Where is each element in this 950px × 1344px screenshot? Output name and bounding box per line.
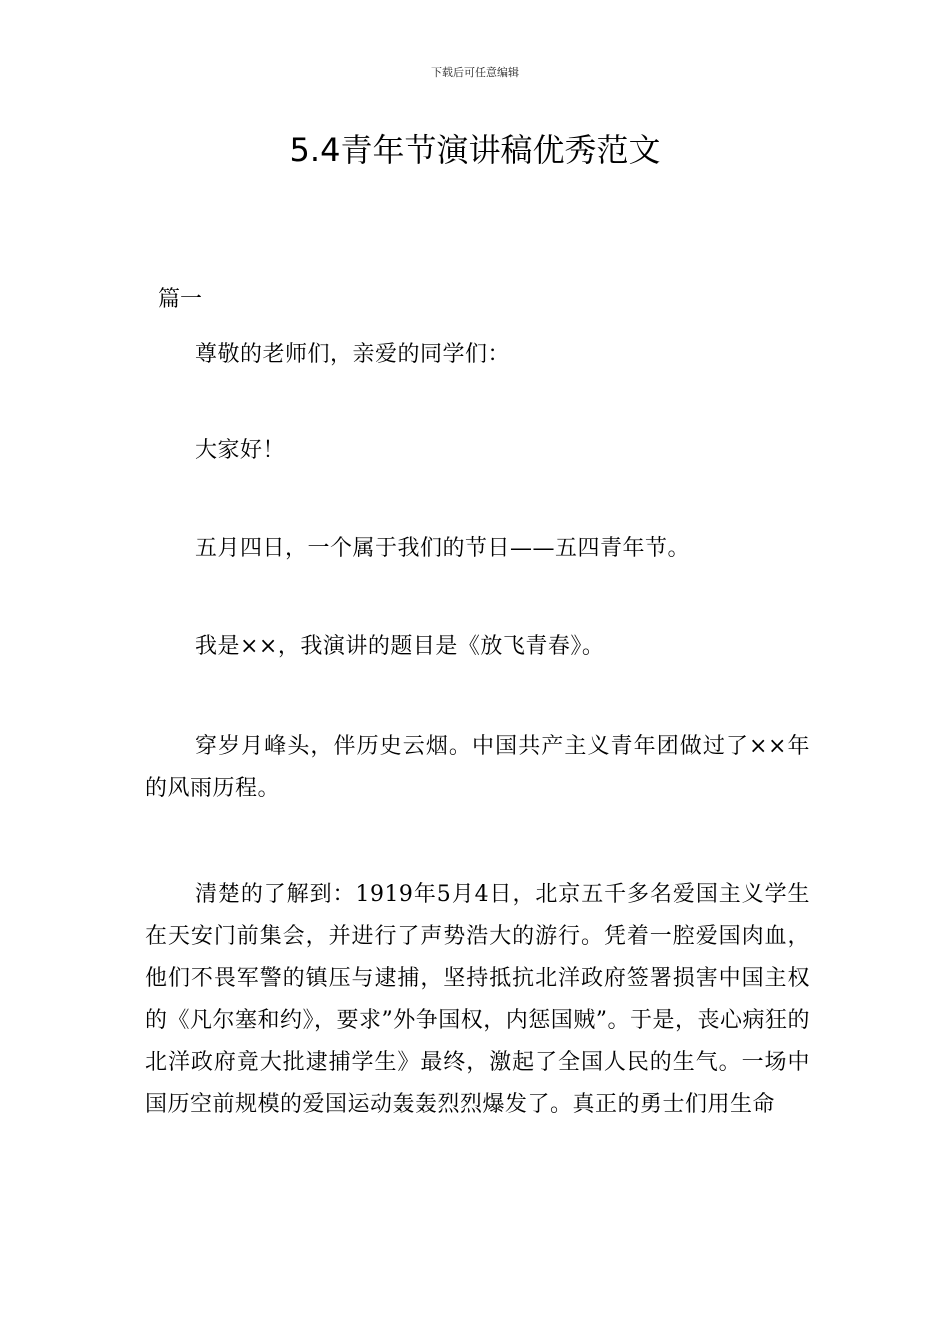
paragraph-greeting: 尊敬的老师们，亲爱的同学们： [195, 342, 511, 367]
paragraph-may-fourth: 五月四日，一个属于我们的节日——五四青年节。 [195, 536, 691, 561]
paragraph-speech-title: 我是××，我演讲的题目是《放飞青春》。 [195, 634, 605, 659]
paragraph-hello: 大家好！ [195, 438, 286, 463]
section-label: 篇一 [158, 287, 203, 312]
paragraph-history: 穿岁月峰头，伴历史云烟。中国共产主义青年团做过了××年的风雨历程。 [145, 734, 810, 801]
header-note: 下载后可任意编辑 [431, 66, 519, 79]
document-title: 5.4青年节演讲稿优秀范文 [289, 131, 661, 169]
paragraph-1919-movement: 清楚的了解到：1919年5月4日，北京五千多名爱国主义学生在天安门前集会，并进行了声势浩大的游行。凭着一腔爱国肉血，他们不畏军警的镇压与逮捕，坚持抵抗北洋政府签署损害中国主权的《凡尔塞和约》，要求”外争国权，内惩国贼”。于是，丧心病狂的北洋政府竟大批逮捕学生》最终，激起了全国人民的生气。一场中国历空前规模的爱国运动轰轰烈烈爆发了。真正的勇士们用生命 [145, 882, 810, 1117]
